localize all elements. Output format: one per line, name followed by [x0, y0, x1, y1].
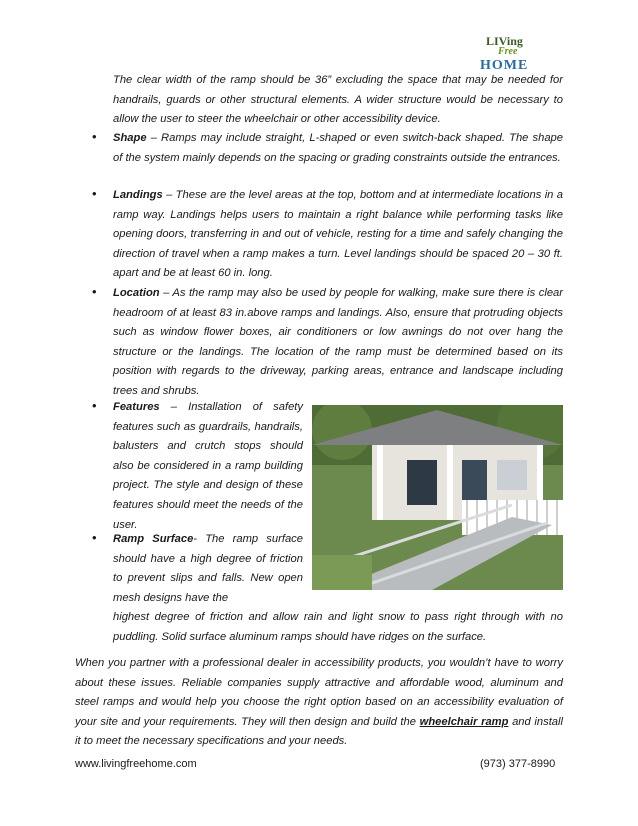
wheelchair-ramp-link[interactable]: wheelchair ramp [419, 715, 509, 728]
bullet-shape-text: – Ramps may include straight, L-shaped or even switch-back shaped. The shape of the system mainly depends on the spacing or grading constraints outside the entrances. [113, 132, 563, 164]
bullet-shape [113, 129, 563, 168]
closing-paragraph [75, 654, 563, 752]
footer-website[interactable]: www.livingfreehome.com [75, 758, 197, 770]
intro-paragraph: The clear width of the ramp should be 36” excluding the space that may be needed for handrails, guards or other structural elements. A wider structure would be necessary to allow the user to steer the wheelchair or other accessibility device. [113, 74, 563, 126]
logo-line-3: HOME [480, 58, 529, 73]
footer-phone: (973) 377-8990 [480, 758, 556, 770]
bullet-dot: • [92, 530, 97, 545]
bullet-landings-text: – These are the level areas at the top, bottom and at intermediate locations in a ramp way. Landings helps users to maintain a right balance while performing tasks like opening doors, transferring in and out of vehicle, resting for a time and safely changing the direction of travel when a ramp makes a turn. Level landings should be spaced 20 – 30 ft. apart and be at least 60 in. long. [113, 189, 563, 280]
closing-text-before: When you partner with a professional dealer in accessibility products, you wouldn’t have to worry about these issues. Reliable companies supply attractive and affordable wood, aluminum and steel ramps and would help you choose the right option based on an accessibility evaluation of your site and your requirements. They will then design and build the [75, 657, 563, 728]
bullet-features [113, 398, 303, 535]
bullet-surface-title: Ramp Surface [113, 533, 194, 545]
bullet-shape-title: Shape [113, 132, 147, 144]
ramp-house-photo [312, 405, 563, 590]
bullet-features-title: Features [113, 401, 160, 413]
bullet-dot: • [92, 129, 97, 144]
bullet-ramp-surface [113, 530, 303, 608]
bullet-features-text: – Installation of safety features such as guardrails, handrails, balusters and crutch stops should also be considered in a ramp building project. The style and design of these features should meet the needs of the user. [113, 401, 303, 531]
logo-line-2: Free [498, 46, 518, 57]
ramp-photo-illustration [312, 405, 563, 590]
bullet-location-title: Location [113, 287, 160, 299]
bullet-dot: • [92, 284, 97, 299]
bullet-surface-continuation: highest degree of friction and allow rain and light snow to pass right through with no puddling. Solid surface aluminum ramps should have ridges on the surface. [113, 611, 563, 643]
logo-line-1: LIVing [486, 34, 523, 48]
bullet-landings-title: Landings [113, 189, 163, 201]
closing-text-after: and install it to meet the necessary specifications and your needs. [75, 715, 563, 748]
bullet-dot: • [92, 186, 97, 201]
bullet-landings [113, 186, 563, 284]
bullet-surface-text: - The ramp surface should have a high degree of friction to prevent slips and falls. New open mesh designs have the [113, 533, 303, 604]
bullet-location-text: – As the ramp may also be used by people for walking, make sure there is clear headroom of at least 83 in.above ramps and landings. Also, ensure that protruding objects such as window flower boxes, air conditioners or low awnings do not over hang the structure or the landings. The location of the ramp must be determined based on its position with regards to the driveway, parking areas, entrance and landscape including trees and shrubs. [113, 287, 563, 397]
bullet-location [113, 284, 563, 402]
bullet-dot: • [92, 398, 97, 413]
